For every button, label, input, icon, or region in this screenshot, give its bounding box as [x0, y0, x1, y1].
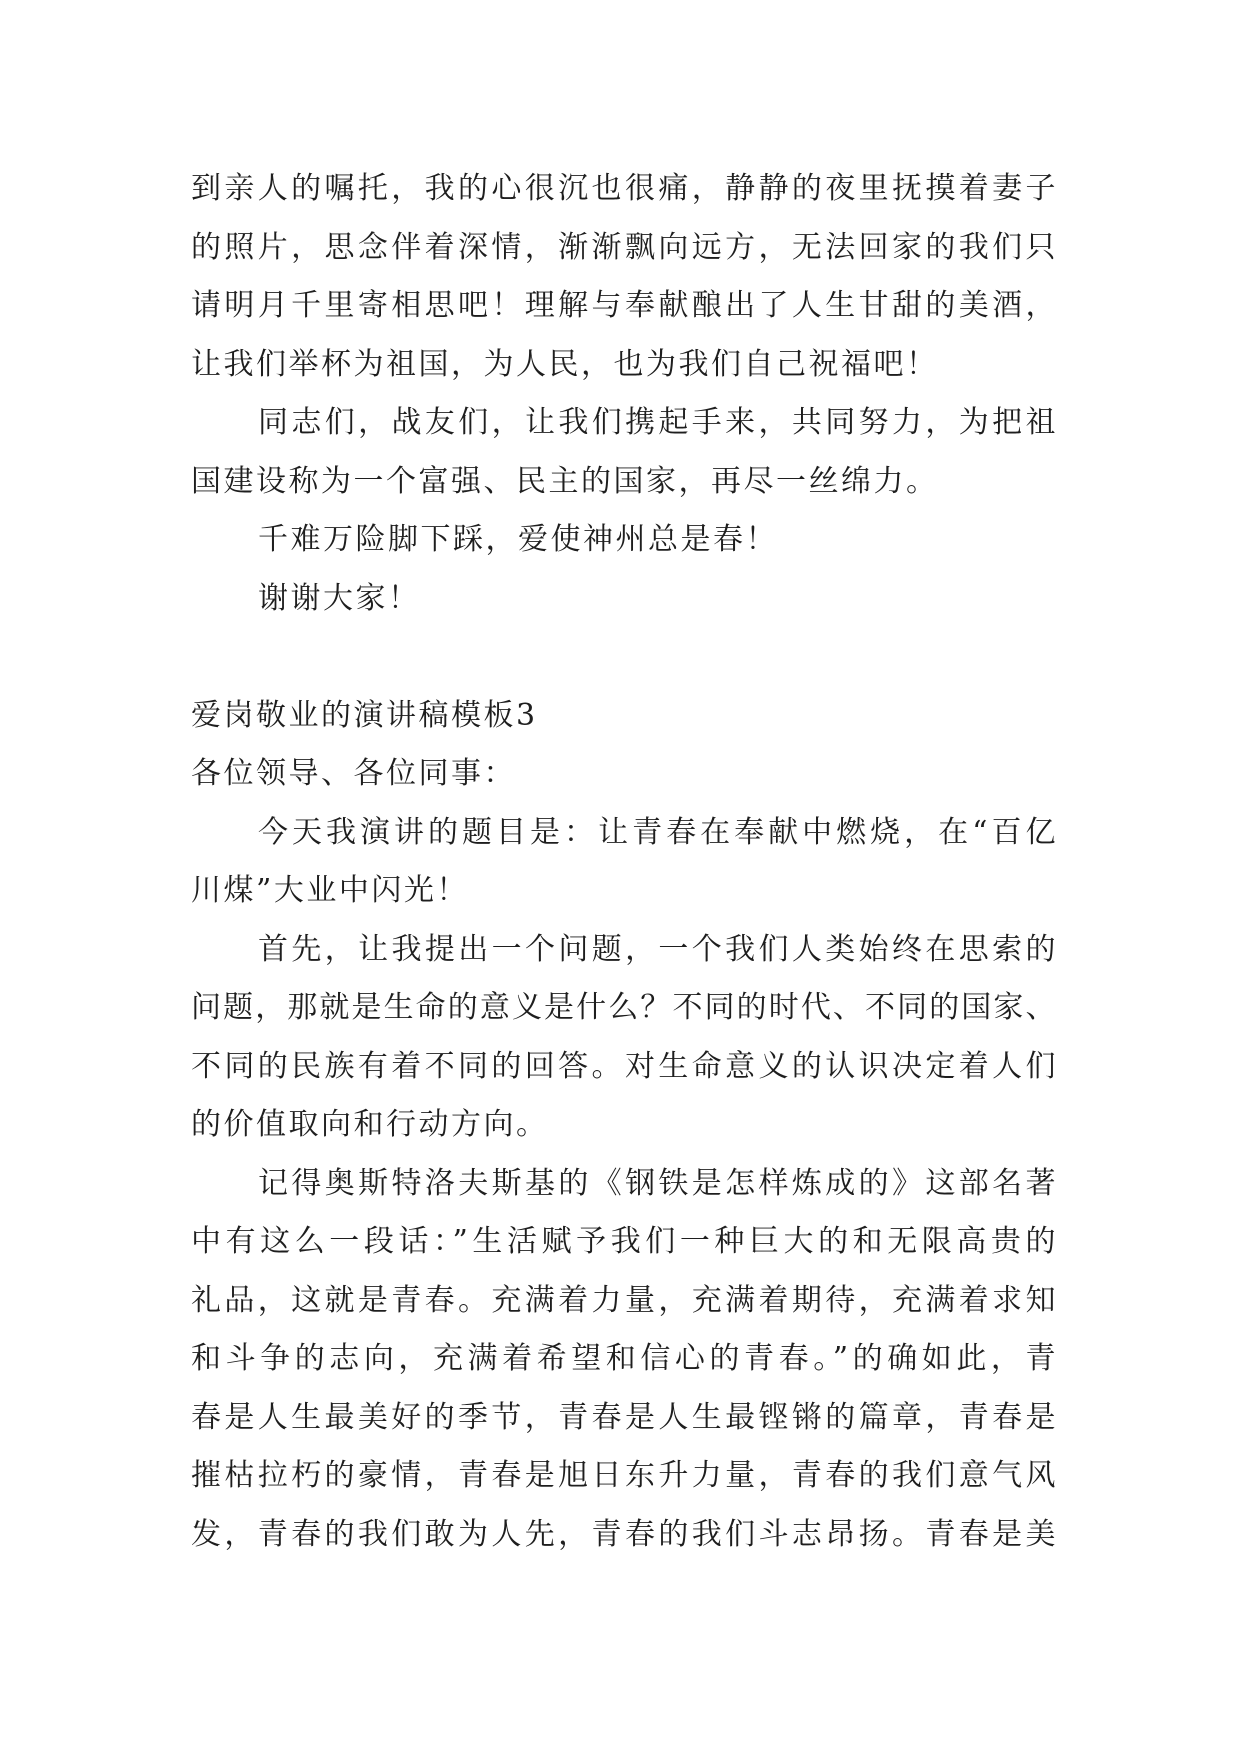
paragraph-line: 不同的民族有着不同的回答。对生命意义的认识决定着人们: [191, 1048, 1057, 1084]
paragraph-line: 春是人生最美好的季节，青春是人生最铿锵的篇章，青春是: [191, 1399, 1057, 1435]
section-title: 爱岗敬业的演讲稿模板3: [191, 697, 538, 733]
paragraph-line: 中有这么一段话：”生活赋予我们一种巨大的和无限高贵的: [191, 1224, 1057, 1259]
paragraph-line: 到亲人的嘱托，我的心很沉也很痛，静静的夜里抚摸着妻子: [191, 171, 1057, 206]
paragraph-line: 礼品，这就是青春。充满着力量，充满着期待，充满着求知: [191, 1282, 1057, 1318]
paragraph-line: 千难万险脚下踩，爱使神州总是春！: [258, 522, 778, 557]
paragraph-line: 今天我演讲的题目是：让青春在奉献中燃烧，在“百亿: [258, 814, 1057, 850]
paragraph-line: 的照片，思念伴着深情，渐渐飘向远方，无法回家的我们只: [191, 229, 1057, 265]
paragraph-line: 摧枯拉朽的豪情，青春是旭日东升力量，青春的我们意气风: [191, 1458, 1057, 1493]
paragraph-line: 国建设称为一个富强、民主的国家，再尽一丝绵力。: [191, 463, 939, 499]
blank-line: [191, 628, 1057, 687]
paragraph-line: 首先，让我提出一个问题，一个我们人类始终在思索的: [258, 931, 1057, 967]
paragraph-line: 请明月千里寄相思吧！理解与奉献酿出了人生甘甜的美酒，: [191, 288, 1057, 323]
paragraph-line: 川煤”大业中闪光！: [191, 873, 469, 908]
closing-line: 谢谢大家！: [258, 580, 421, 616]
paragraph-line: 同志们，战友们，让我们携起手来，共同努力，为把祖: [258, 405, 1057, 440]
paragraph-line: 和斗争的志向，充满着希望和信心的青春。”的确如此，青: [191, 1341, 1057, 1376]
paragraph-line: 发，青春的我们敢为人先，青春的我们斗志昂扬。青春是美: [191, 1516, 1057, 1552]
paragraph-line: 问题，那就是生命的意义是什么？不同的时代、不同的国家、: [191, 990, 1057, 1025]
salutation: 各位领导、各位同事：: [191, 756, 516, 791]
document-body: [191, 160, 1057, 1564]
paragraph-line: 记得奥斯特洛夫斯基的《钢铁是怎样炼成的》这部名著: [258, 1165, 1057, 1201]
paragraph-line: 的价值取向和行动方向。: [191, 1107, 549, 1142]
paragraph-line: 让我们举杯为祖国，为人民，也为我们自己祝福吧！: [191, 346, 939, 382]
